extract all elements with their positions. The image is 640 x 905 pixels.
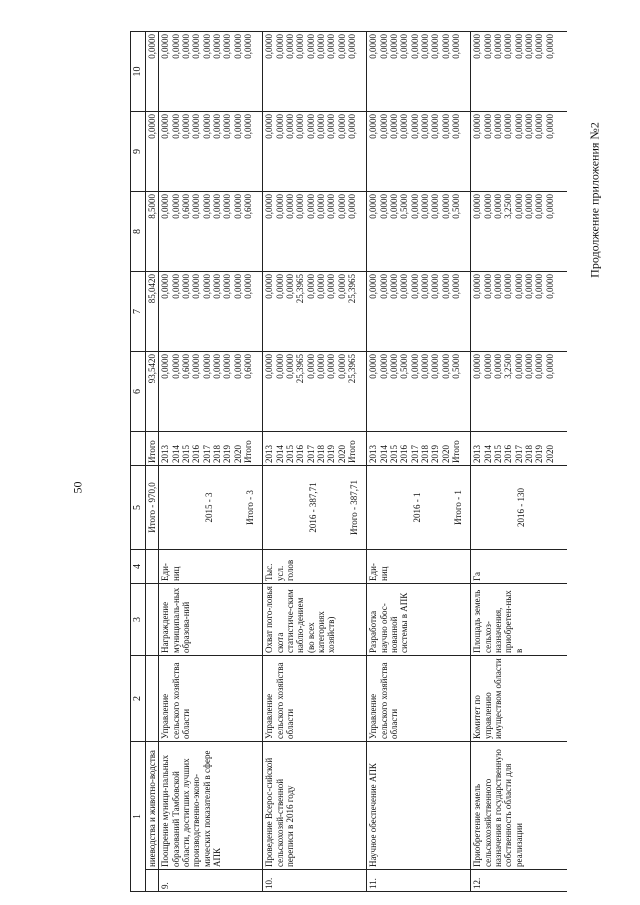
row-executor: Управление сельского хозяйства области (367, 656, 471, 742)
header-col-5: 5 (131, 466, 146, 550)
header-col-year (131, 432, 146, 466)
header-col-2: 2 (131, 656, 146, 742)
row-c10: 0,0000 0,0000 0,0000 0,0000 0,0000 0,0000 0,0000 0,0000 0,0000 (367, 32, 471, 112)
row-number: 11. (367, 870, 471, 892)
carry-over-row (146, 32, 159, 892)
row-total: Итого - 3 (244, 490, 255, 525)
table-wrapper (130, 32, 555, 892)
table-row (471, 32, 567, 892)
table-row (367, 32, 471, 892)
header-col-6: 6 (131, 352, 146, 432)
row-years: 2013 2014 2015 2016 2017 2018 2019 2020 (471, 432, 567, 466)
header-col-4: 4 (131, 550, 146, 584)
row-total: Итого - 387,71 (348, 479, 359, 536)
total-c8: 8,5000 (146, 192, 159, 272)
header-row (131, 32, 146, 892)
row-c7: 0,0000 0,0000 0,0000 25,3965 0,0000 0,0000 0,0000 0,0000 25,3965 (263, 272, 367, 352)
header-col-10: 10 (131, 32, 146, 112)
row-c7: 0,0000 0,0000 0,0000 0,0000 0,0000 0,0000 0,0000 0,0000 (471, 272, 567, 352)
row-number: 10. (263, 870, 367, 892)
total-c10: 0,0000 (146, 32, 159, 112)
row-indicator: Разработка научно обос-нованной системы в АПК (367, 584, 471, 656)
row-name: Научное обеспечение АПК (367, 742, 471, 870)
row-c7: 0,0000 0,0000 0,0000 0,0000 0,0000 0,0000 0,0000 0,0000 0,0000 (367, 272, 471, 352)
row-name: Проведение Всерос-сийской сельскохозяй-ственной переписи в 2016 году (263, 742, 367, 870)
row-unit: Еди-ниц (367, 550, 471, 584)
table-row (159, 32, 263, 892)
row-c8: 0,0000 0,0000 0,6000 0,0000 0,0000 0,0000 0,0000 0,0000 0,6000 (159, 192, 263, 272)
row-c8: 0,0000 0,0000 0,0000 3,2500 0,0000 0,0000 0,0000 0,0000 (471, 192, 567, 272)
rotated-table (130, 32, 555, 892)
header-col-9: 9 (131, 112, 146, 192)
row-c9: 0,0000 0,0000 0,0000 0,0000 0,0000 0,0000 0,0000 0,0000 0,0000 (367, 112, 471, 192)
row-target: 2016 - 387,71 (308, 482, 319, 533)
row-executor: Комитет по управлению имуществом области (471, 656, 567, 742)
row-c7: 0,0000 0,0000 0,0000 0,0000 0,0000 0,0000 0,0000 0,0000 0,0000 (159, 272, 263, 352)
row-executor: Управление сельского хозяйства области (159, 656, 263, 742)
row-c10: 0,0000 0,0000 0,0000 0,0000 0,0000 0,0000 0,0000 0,0000 0,0000 (159, 32, 263, 112)
row-name: Приобретение земель сельскохозяйственного назначения в государственную собственность области для реализации (471, 742, 567, 870)
row-c9: 0,0000 0,0000 0,0000 0,0000 0,0000 0,0000 0,0000 0,0000 0,0000 (159, 112, 263, 192)
row-c6: 0,0000 0,0000 0,6000 0,0000 0,0000 0,0000 0,0000 0,0000 0,6000 (159, 352, 263, 432)
carry-text: ниеводства и животно-водства (146, 742, 159, 870)
row-total: Итого - 1 (452, 490, 463, 525)
total-itogo: Итого (146, 432, 159, 466)
total-label: Итого - 970,0 (146, 466, 159, 550)
row-years: 2013 2014 2015 2016 2017 2018 2019 2020 Итого (367, 432, 471, 466)
table-row (263, 32, 367, 892)
header-col-7: 7 (131, 272, 146, 352)
row-executor: Управление сельского хозяйства области (263, 656, 367, 742)
row-target: 2015 - 3 (204, 492, 215, 523)
row-c6: 0,0000 0,0000 0,0000 3,2500 0,0000 0,0000 0,0000 0,0000 (471, 352, 567, 432)
row-c9: 0,0000 0,0000 0,0000 0,0000 0,0000 0,0000 0,0000 0,0000 (471, 112, 567, 192)
row-c6: 0,0000 0,0000 0,0000 0,5000 0,0000 0,0000 0,0000 0,0000 0,5000 (367, 352, 471, 432)
row-unit: Еди-ниц (159, 550, 263, 584)
header-col-3: 3 (131, 584, 146, 656)
row-indicator: Награждение муниципаль-ных образова-ний (159, 584, 263, 656)
header-col-8: 8 (131, 192, 146, 272)
row-target: 2016 - 1 (412, 492, 423, 523)
row-number: 9. (159, 870, 263, 892)
row-c9: 0,0000 0,0000 0,0000 0,0000 0,0000 0,0000 0,0000 0,0000 0,0000 (263, 112, 367, 192)
page-number: 50 (70, 481, 85, 494)
row-indicator: Площадь земель сельхоз-назначения, приобретен-ных в (471, 584, 567, 656)
total-c7: 85,0420 (146, 272, 159, 352)
row-c8: 0,0000 0,0000 0,0000 0,0000 0,0000 0,0000 0,0000 0,0000 0,0000 (263, 192, 367, 272)
row-c10: 0,0000 0,0000 0,0000 0,0000 0,0000 0,0000 0,0000 0,0000 (471, 32, 567, 112)
header-col-1: 1 (131, 742, 146, 892)
row-years: 2013 2014 2015 2016 2017 2018 2019 2020 Итого (159, 432, 263, 466)
row-unit: Га (471, 550, 567, 584)
total-c6: 93,5420 (146, 352, 159, 432)
row-years: 2013 2014 2015 2016 2017 2018 2019 2020 Итого (263, 432, 367, 466)
row-target: 2016 - 130 (516, 488, 527, 527)
row-number: 12. (471, 870, 567, 892)
program-table (130, 31, 567, 892)
row-c8: 0,0000 0,0000 0,0000 0,5000 0,0000 0,0000 0,0000 0,0000 0,5000 (367, 192, 471, 272)
row-c10: 0,0000 0,0000 0,0000 0,0000 0,0000 0,0000 0,0000 0,0000 0,0000 (263, 32, 367, 112)
row-unit: Тыс. усл. голов (263, 550, 367, 584)
row-name: Поощрение муници-пальных образований Тамбовской области, достигших лучших производственно-эконо-мических показателей в сфере АПК (159, 742, 263, 870)
row-c6: 0,0000 0,0000 0,0000 25,3965 0,0000 0,0000 0,0000 0,0000 25,3965 (263, 352, 367, 432)
row-indicator: Охват пого-ловья скота статистиче-ским наблю-дением (во всех категориях хозяйств) (263, 584, 367, 656)
total-c9: 0,0000 (146, 112, 159, 192)
continuation-title: Продолжение приложения №2 (587, 122, 602, 278)
